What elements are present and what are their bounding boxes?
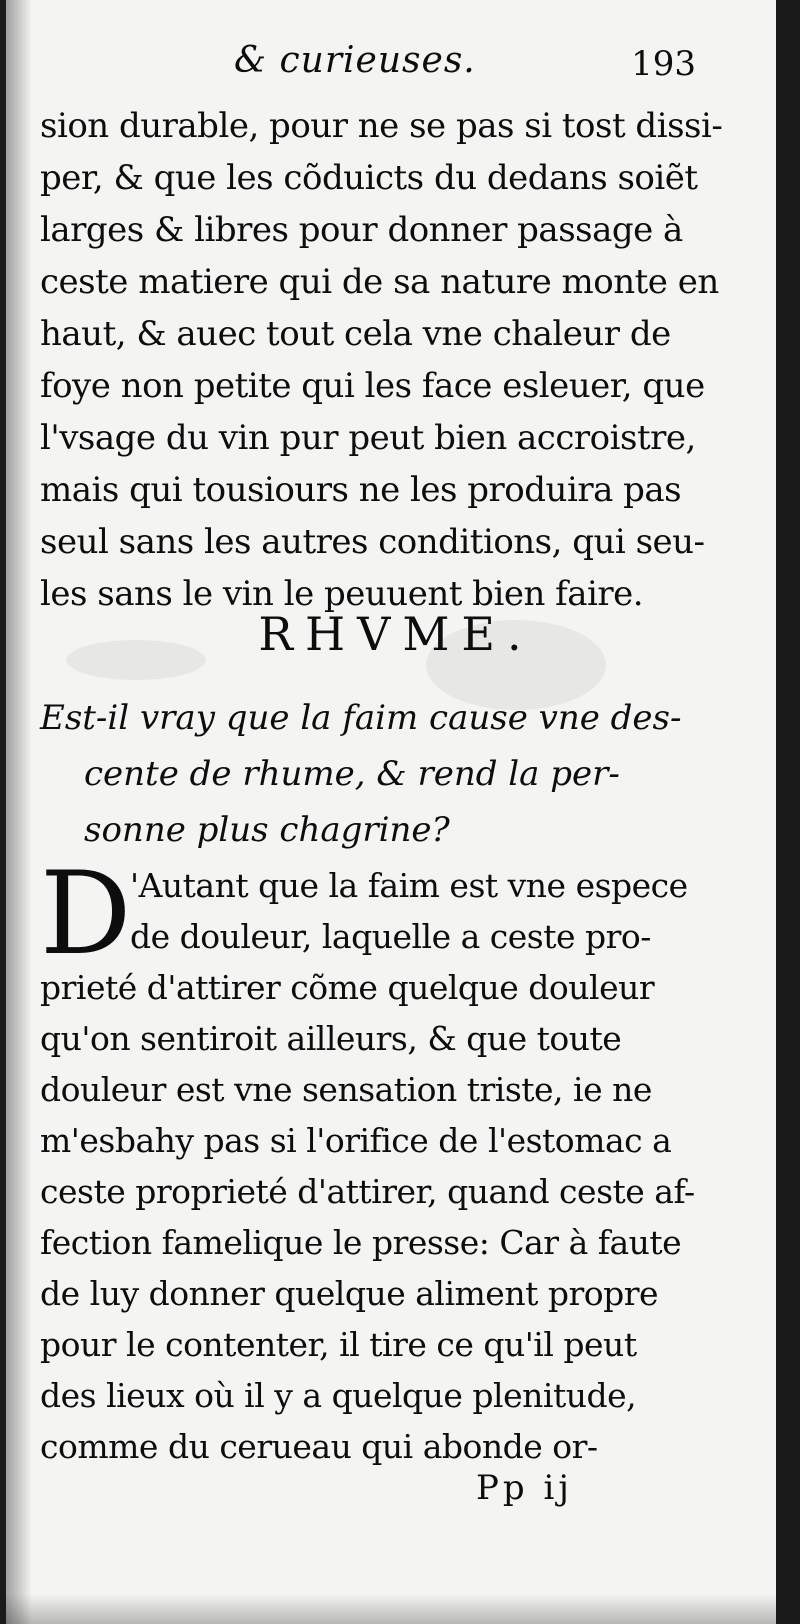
signature-mark: Pp ij bbox=[476, 1468, 573, 1508]
text-line: m'esbahy pas si l'orifice de l'estomac a bbox=[40, 1121, 672, 1160]
text-line: fection famelique le presse: Car à faute bbox=[40, 1223, 682, 1262]
text-line: 'Autant que la faim est vne espece bbox=[130, 866, 688, 905]
answer-paragraph bbox=[40, 847, 695, 1472]
text-line: les sans le vin le peuuent bien faire. bbox=[40, 574, 644, 614]
continued-paragraph bbox=[40, 100, 723, 620]
text-line: haut, & auec tout cela vne chaleur de bbox=[40, 314, 671, 354]
page-edge-shadow bbox=[6, 1594, 776, 1624]
text-line: sion durable, pour ne se pas si tost dissi- bbox=[40, 106, 723, 146]
text-line: seul sans les autres conditions, qui seu- bbox=[40, 522, 705, 562]
page-header bbox=[6, 40, 776, 100]
question-line: sonne plus chagrine? bbox=[84, 810, 450, 850]
text-line: foye non petite qui les face esleuer, que bbox=[40, 366, 705, 406]
text-line: prieté d'attirer cõme quelque douleur bbox=[40, 968, 655, 1007]
section-question bbox=[40, 690, 690, 858]
text-line: de luy donner quelque aliment propre bbox=[40, 1274, 659, 1313]
text-line: per, & que les cõduicts du dedans soiẽt bbox=[40, 158, 698, 198]
section-heading: RHVME. bbox=[258, 607, 534, 661]
text-line: pour le contenter, il tire ce qu'il peut bbox=[40, 1325, 637, 1364]
text-line: mais qui tousiours ne les produira pas bbox=[40, 470, 682, 510]
text-line: l'vsage du vin pur peut bien accroistre, bbox=[40, 418, 696, 458]
text-line: comme du cerueau qui abonde or- bbox=[40, 1427, 598, 1466]
text-line: douleur est vne sensation triste, ie ne bbox=[40, 1070, 652, 1109]
text-line: de douleur, laquelle a ceste pro- bbox=[130, 917, 651, 956]
text-line: ceste proprieté d'attirer, quand ceste af- bbox=[40, 1172, 695, 1211]
book-page bbox=[6, 0, 776, 1624]
text-line: des lieux où il y a quelque plenitude, bbox=[40, 1376, 637, 1415]
question-line: Est-il vray que la faim cause vne des- bbox=[40, 698, 682, 738]
text-line: ceste matiere qui de sa nature monte en bbox=[40, 262, 719, 302]
text-line: larges & libres pour donner passage à bbox=[40, 210, 683, 250]
spine-shadow bbox=[6, 0, 32, 1624]
question-line: cente de rhume, & rend la per- bbox=[84, 754, 620, 794]
page-number: 193 bbox=[631, 44, 696, 84]
drop-cap: D bbox=[40, 847, 132, 980]
running-title: & curieuses. bbox=[234, 40, 476, 81]
text-line: qu'on sentiroit ailleurs, & que toute bbox=[40, 1019, 622, 1058]
